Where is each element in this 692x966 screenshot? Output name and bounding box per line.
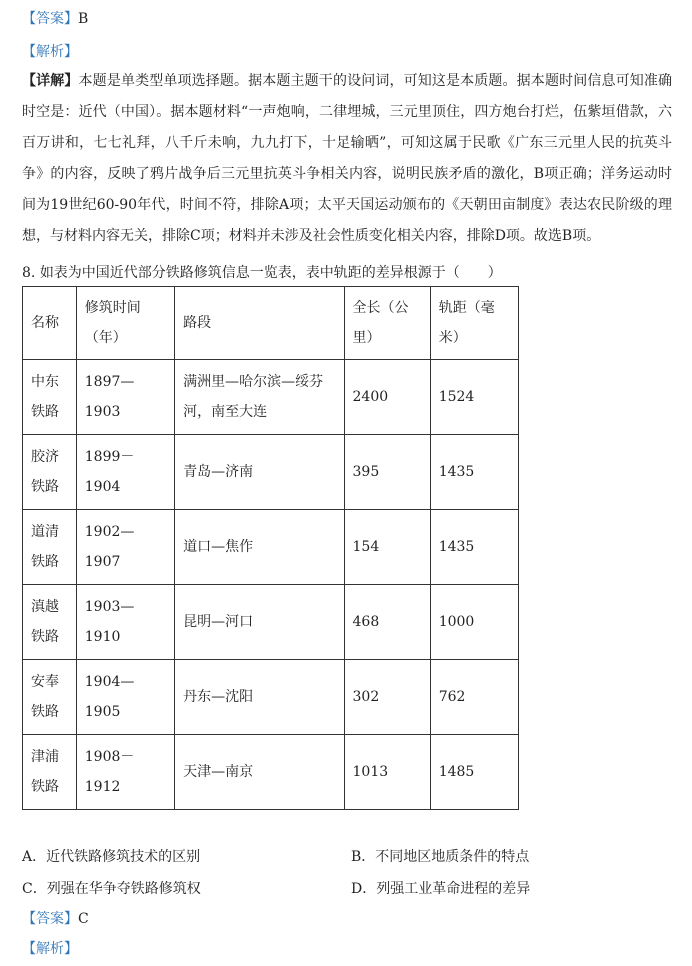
cell-build-time: 1908－1912 [76,735,174,810]
analysis-tag-2: 【解析】 [22,941,78,957]
header-gauge: 轨距（毫米） [430,287,518,360]
analysis-tag: 【解析】 [22,44,78,60]
answer-value: B [78,11,89,27]
table-row [23,735,519,810]
cell-name: 道清铁路 [23,510,77,585]
analysis-line-2 [22,938,78,958]
option-b[interactable]: B．不同地区地质条件的特点 [351,849,530,865]
cell-length: 1013 [344,735,430,810]
cell-gauge: 1524 [430,360,518,435]
table-row [23,660,519,735]
cell-gauge: 1435 [430,435,518,510]
table-row [23,360,519,435]
cell-build-time: 1902—1907 [76,510,174,585]
option-c[interactable]: C．列强在华争夺铁路修筑权 [22,881,201,897]
answer-tag-2: 【答案】 [22,911,78,927]
cell-gauge: 1000 [430,585,518,660]
cell-build-time: 1899－1904 [76,435,174,510]
cell-gauge: 762 [430,660,518,735]
cell-length: 468 [344,585,430,660]
cell-length: 154 [344,510,430,585]
header-name: 名称 [23,287,77,360]
cell-name: 胶济铁路 [23,435,77,510]
detail-tag: 【详解】 [22,73,79,89]
cell-name: 安奉铁路 [23,660,77,735]
answer-tag: 【答案】 [22,11,78,27]
analysis-line [22,41,78,61]
answer-value-2: C [78,911,89,927]
cell-length: 302 [344,660,430,735]
cell-section: 道口—焦作 [175,510,344,585]
cell-build-time: 1904—1905 [76,660,174,735]
cell-length: 2400 [344,360,430,435]
question-stem [22,262,502,282]
header-section: 路段 [175,287,344,360]
detail-paragraph [22,66,672,252]
answer-line [22,8,88,28]
cell-name: 滇越铁路 [23,585,77,660]
cell-section: 天津—南京 [175,735,344,810]
table-row [23,510,519,585]
answer-line-2 [22,908,89,928]
cell-name: 中东铁路 [23,360,77,435]
cell-section: 青岛—济南 [175,435,344,510]
cell-section: 丹东—沈阳 [175,660,344,735]
header-length: 全长（公里） [344,287,430,360]
question-text: 如表为中国近代部分铁路修筑信息一览表，表中轨距的差异根源于（ ） [39,265,502,281]
question-number: 8. [22,265,36,281]
cell-section: 满洲里—哈尔滨—绥芬河，南至大连 [175,360,344,435]
table-header-row [23,287,519,360]
cell-section: 昆明—河口 [175,585,344,660]
header-build-time: 修筑时间（年） [76,287,174,360]
cell-gauge: 1485 [430,735,518,810]
cell-length: 395 [344,435,430,510]
cell-gauge: 1435 [430,510,518,585]
cell-name: 津浦铁路 [23,735,77,810]
cell-build-time: 1897—1903 [76,360,174,435]
table-row [23,435,519,510]
cell-build-time: 1903—1910 [76,585,174,660]
detail-text: 本题是单类型单项选择题。据本题主题干的设问词，可知这是本质题。据本题时间信息可知准确时空是：近代（中国）。据本题材料“一声炮响，二律埋城，三元里顶住，四方炮台打烂，伍紫垣借款，六百万讲和，七七礼拜，八千斤未响，九九打下，十足输晒”，可知这属于民歌《广东三元里人民的抗英斗争》的内容，反映了鸦片战争后三元里抗英斗争相关内容，说明民族矛盾的激化，B项正确；洋务运动时间为19世纪60-90年代，时间不符，排除A项；太平天国运动颁布的《天朝田亩制度》表达农民阶级的理想，与材料内容无关，排除C项；材料并未涉及社会性质变化相关内容，排除D项。故选B项。 [22,73,673,244]
table-row [23,585,519,660]
option-a[interactable]: A．近代铁路修筑技术的区别 [22,849,201,865]
option-d[interactable]: D．列强工业革命进程的差异 [351,881,531,897]
railway-table [22,286,519,810]
